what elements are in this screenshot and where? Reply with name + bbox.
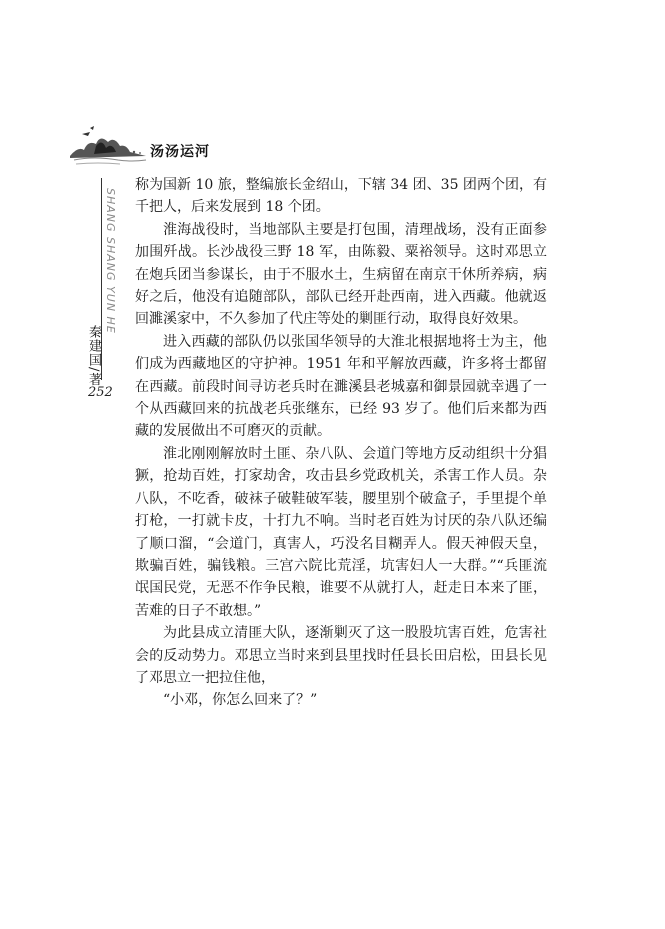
page-body (135, 174, 547, 712)
page-number: 252 (88, 385, 113, 400)
dialogue-line: “小邓，你怎么回来了？” (163, 692, 318, 709)
body-paragraph: 淮北刚刚解放时土匪、杂八队、会道门等地方反动组织十分猖獗，抢劫百姓，打家劫舍，攻击县乡党政机关，杀害工作人员。杂八队，不吃香，破袜子破鞋破军装，腰里别个破盒子，手里提个单打枪，一打就卡皮，十打九不响。当时老百姓为讨厌的杂八队还编了顺口溜，“会道门，真害人，巧没名目糊弄人。假天神假天皇，欺骗百姓，骗钱粮。三宫六院比荒淫，坑害妇人一大群。”“兵匪流氓国民党，无恶不作争民粮，谁要不从就打人，赶走日本来了匪，苦难的日子不敢想。” (135, 445, 547, 619)
author-credit: 秦建国/著 (86, 325, 101, 387)
book-title: 汤汤运河 (150, 144, 210, 160)
english-book-title: SHANG SHANG YUN HE (104, 188, 117, 334)
body-paragraph: 进入西藏的部队仍以张国华领导的大淮北根据地将士为主，他们成为西藏地区的守护神。1951 年和平解放西藏，许多将士都留在西藏。前段时间寻访老兵时在濉溪县老城嘉和御景园就幸遇了一个从西藏回来的抗战老兵张继东，已经 93 岁了。他们后来都为西藏的发展做出不可磨灭的贡献。 (135, 333, 547, 440)
body-paragraph: 称为国新 10 旅，整编旅长金绍山，下辖 34 团、35 团两个团，有千把人，后来发展到 18 个团。 (135, 177, 547, 216)
running-header (68, 122, 268, 172)
body-paragraph: 为此县成立清匪大队，逐渐剿灭了这一股股坑害百姓，危害社会的反动势力。邓思立当时来到县里找时任县长田启松，田县长见了邓思立一把拉住他， (135, 625, 547, 686)
body-paragraph: 淮海战役时，当地部队主要是打包围，清理战场，没有正面参加围歼战。长沙战役三野 18 军，由陈毅、粟裕领导。这时邓思立在炮兵团当参谋长，由于不服水土，生病留在南京干休所养病，病好之后，他没有追随部队，部队已经开赴西南，进入西藏。他就返回濉溪家中，不久参加了代庄等处的剿匪行动，取得良好效果。 (135, 221, 547, 328)
ink-landscape-logo-icon (68, 122, 148, 168)
